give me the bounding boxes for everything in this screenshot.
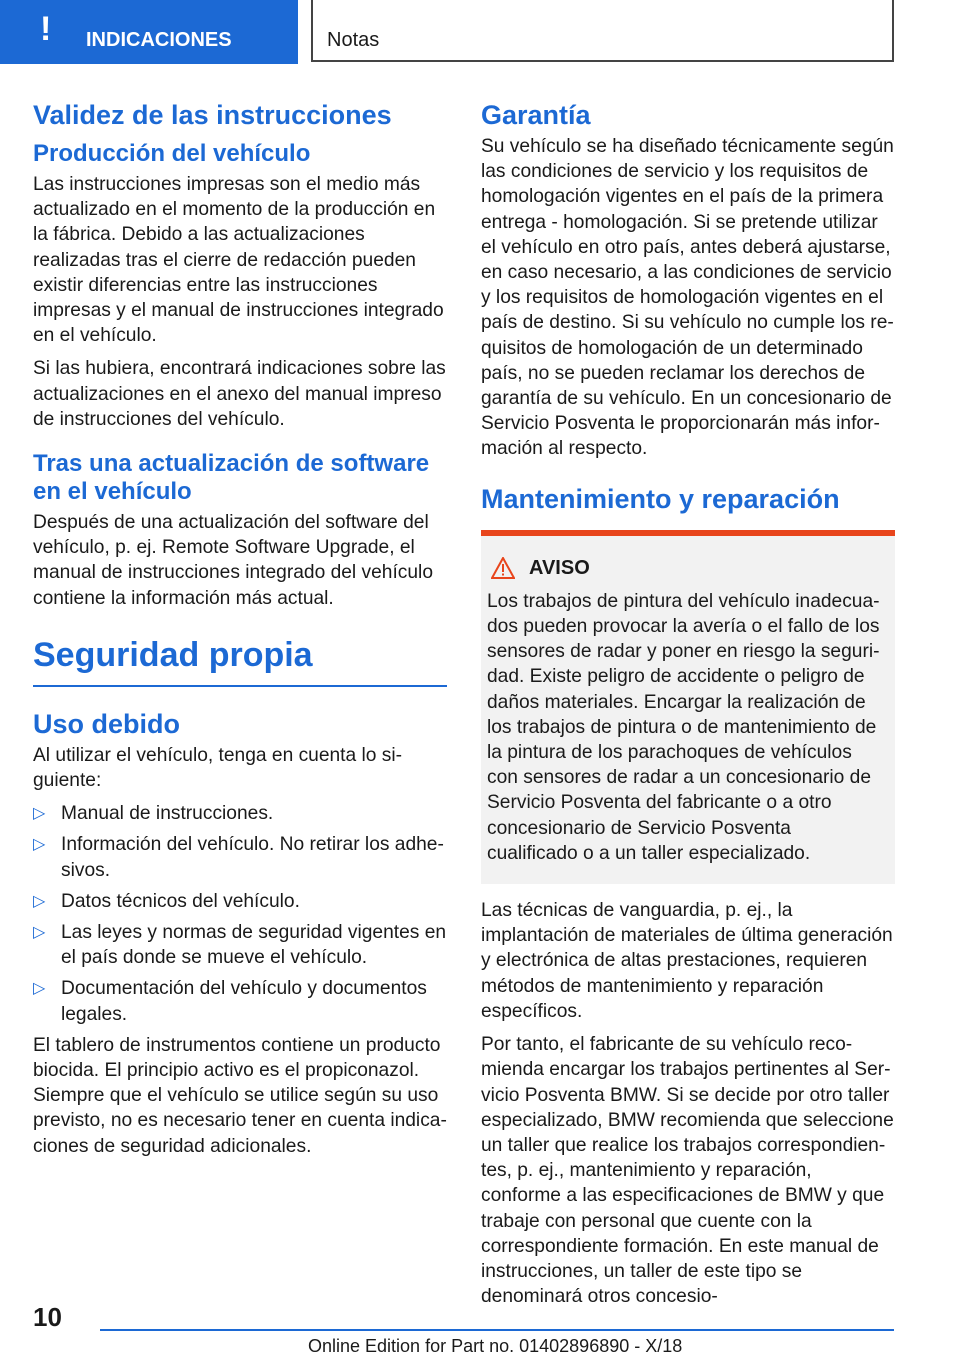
paragraph: Las instrucciones impresas son el medio más actualizado en el momento de la producción en la fábrica. Debido a las actualizaciones realizadas tras el cierre de redacción pueden existir diferencias entre las instrucciones impresas y el manual de instrucciones integrado en el vehículo. <box>33 174 444 347</box>
triangle-bullet-icon: ▷ <box>33 805 46 823</box>
triangle-bullet-icon: ▷ <box>33 924 46 942</box>
heading-produccion: Producción del vehículo <box>33 140 311 167</box>
heading-validez: Validez de las instrucciones <box>33 100 392 130</box>
list-item-text: Documentación del vehículo y documentos legales. <box>61 978 427 1025</box>
exclamation-icon: ! <box>40 10 52 48</box>
paragraph: Al utilizar el vehículo, tenga en cuenta lo siguiente: <box>33 744 403 792</box>
paragraph: Las técnicas de vanguardia, p. ej., la implantación de materiales de última generación y electrónica de altas prestaciones, requieren métodos de mantenimiento y reparación específicos. <box>481 900 893 1022</box>
paragraph: Si las hubiera, encontrará indicaciones sobre las actualizaciones en el anexo del manual impreso de instrucciones del vehículo. <box>33 358 446 430</box>
paragraph: Su vehículo se ha diseñado técnicamente según las condiciones de servicio y los requisitos de homologación vigentes en el país de la primera entrega - homologación. Si se pretende utilizar el vehículo en otro país, antes deberá ajustarse, en caso necesario, a las condiciones de servicio y los requisitos de homologación vigentes en el país de destino. Si su vehículo no cumple los requisitos de homologación de un determinado país, no se pueden reclamar los derechos de garantía de su vehículo. En un concesionario de Servicio Posventa le proporcionarán más información al respecto. <box>481 136 894 460</box>
heading-tras-actualizacion: Tras una actualización de software en el vehículo <box>33 450 430 506</box>
right-column <box>481 98 895 1317</box>
list-item <box>33 920 447 970</box>
triangle-bullet-icon: ▷ <box>33 980 46 998</box>
chapter-title-seguridad: Seguridad propia <box>33 635 447 687</box>
footer-edition: Online Edition for Part no. 01402896890 - X/18 <box>308 1336 683 1356</box>
header-tab-indicaciones <box>0 0 298 64</box>
warning-title-text: AVISO <box>529 556 590 579</box>
warning-text: Los trabajos de pintura del vehículo inadecuados pueden provocar la avería o el fallo de los sensores de radar y poner en riesgo la seguridad. Existe peligro de accidente o peligro de daños materiales. Encargar la realización de los trabajos de pintura o de mantenimiento de la pintura de los parachoques de vehículos con sensores de radar a un concesionario de Servicio Posventa del fabricante o a otro concesionario de Servicio Posventa cualificado o a un taller especializado. <box>487 590 880 864</box>
notes-box <box>311 0 894 62</box>
triangle-bullet-icon: ▷ <box>33 836 46 854</box>
heading-uso-debido: Uso debido <box>33 708 180 739</box>
page-number: 10 <box>33 1302 62 1332</box>
bullet-list <box>33 801 447 1027</box>
list-item-text: Las leyes y normas de seguridad vigentes en el país donde se mueve el vehículo. <box>61 922 447 969</box>
triangle-bullet-icon: ▷ <box>33 892 46 910</box>
heading-mantenimiento: Mantenimiento y reparación <box>481 483 840 514</box>
footer-divider <box>100 1329 894 1331</box>
warning-box <box>481 530 895 884</box>
paragraph: Por tanto, el fabricante de su vehículo recomienda encargar los trabajos pertinentes al Servicio Posventa BMW. Si se decide por otro taller especializado, BMW recomienda que seleccione un taller que realice los trabajos correspondientes, p. ej., mantenimiento y reparación, conforme a las especificaciones de BMW y que trabaje con personal que cuente con la correspondiente formación. En este manual de instrucciones, un taller de este tipo se denominará otros concesio- <box>481 1034 894 1308</box>
warning-triangle-icon <box>491 557 515 579</box>
list-item-text: Manual de instrucciones. <box>61 803 274 825</box>
list-item <box>33 976 447 1026</box>
list-item <box>33 889 447 914</box>
list-item-text: Información del vehículo. No retirar los adhesivos. <box>61 834 444 881</box>
header-tab-label: INDICACIONES <box>86 29 232 51</box>
paragraph: El tablero de instrumentos contiene un producto biocida. El principio activo es el propiconazol. Siempre que el vehículo se utilice según su uso previsto, no es necesario tener en cuenta indicaciones de seguridad adicionales. <box>33 1034 447 1157</box>
list-item <box>33 801 447 826</box>
notes-label: Notas <box>327 29 380 51</box>
heading-garantia: Garantía <box>481 100 591 130</box>
paragraph: Después de una actualización del software del vehículo, p. ej. Remote Software Upgrade, el manual de instrucciones integrado del vehículo contiene la información más actual. <box>33 512 433 609</box>
warning-title <box>487 556 885 581</box>
list-item-text: Datos técnicos del vehículo. <box>61 890 300 912</box>
left-column <box>33 98 447 1167</box>
list-item <box>33 832 447 882</box>
